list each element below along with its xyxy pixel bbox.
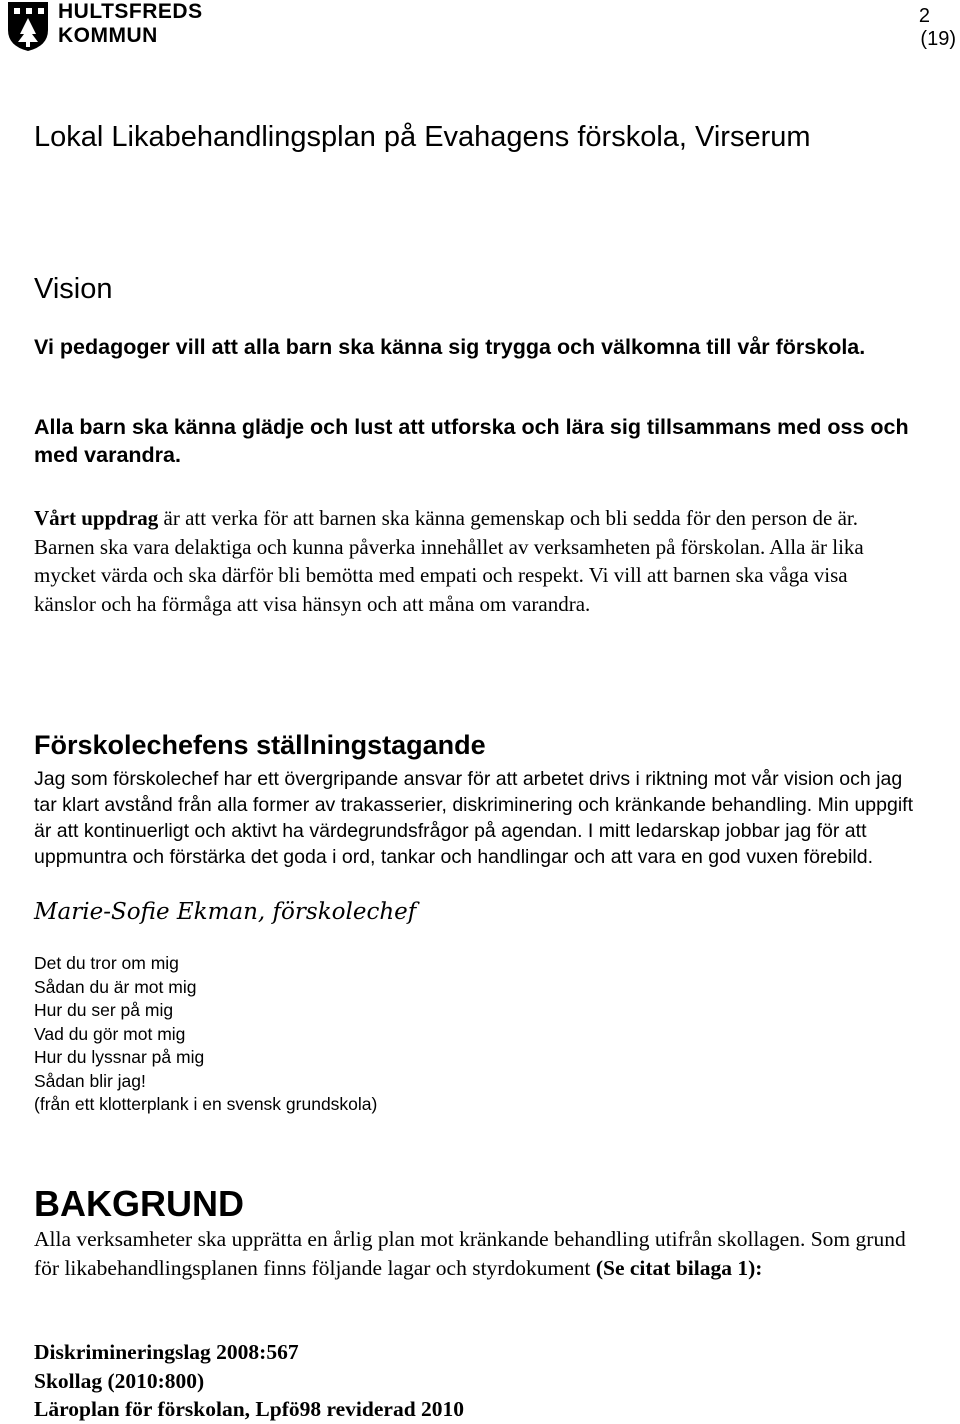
vision-statement-2: Alla barn ska känna glädje och lust att utforska och lära sig tillsammans med oss och med varandra. — [34, 415, 909, 467]
poem-line: Hur du lyssnar på mig — [34, 1047, 205, 1067]
coat-of-arms-icon — [6, 0, 50, 52]
poem-source: (från ett klotterplank i en svensk grundskola) — [34, 1094, 378, 1114]
law-item: Läroplan för förskolan, Lpfö98 reviderad 2010 — [34, 1397, 465, 1421]
logo-text-line1: HULTSFREDS — [58, 0, 203, 23]
bakgrund-text: Alla verksamheter ska upprätta en årlig plan mot kränkande behandling utifrån skollagen. Som grund för likabehandlingsplanen finns följande lagar och styrdokument — [34, 1227, 906, 1280]
municipality-logo — [6, 0, 203, 52]
logo-text-line2: KOMMUN — [58, 24, 158, 47]
poem-line: Hur du ser på mig — [34, 1000, 174, 1020]
chef-statement: Jag som förskolechef har ett övergripande ansvar för att arbetet drivs i riktning mot vår vision och jag tar klart avstånd från alla former av trakasserier, diskriminering och kränkande behandling. Min uppgift är att kontinuerligt och aktivt ha värdegrundsfrågor på agendan. I mitt ledarskap jobbar jag för att uppmuntra och förstärka det goda i ord, tankar och handlingar och att vara en god vuxen förebild. — [34, 768, 914, 868]
law-item: Skollag (2010:800) — [34, 1368, 205, 1393]
law-item: Diskrimineringslag 2008:567 — [34, 1340, 299, 1364]
page-total: (19) — [920, 28, 956, 50]
poem — [34, 952, 377, 1117]
page-number: 2 — [918, 5, 930, 27]
mission-paragraph — [34, 504, 914, 618]
vision-statement-1: Vi pedagoger vill att alla barn ska känna sig trygga och välkomna till vår förskola. — [34, 335, 866, 359]
bakgrund-paragraph — [34, 1225, 924, 1283]
vision-heading: Vision — [34, 273, 113, 305]
poem-line: Sådan blir jag! — [34, 1070, 146, 1091]
chef-heading: Förskolechefens ställningstagande — [34, 730, 486, 760]
poem-line: Sådan du är mot mig — [34, 976, 197, 997]
document-title: Lokal Likabehandlingsplan på Evahagens förskola, Virserum — [34, 121, 811, 153]
poem-line: Vad du gör mot mig — [34, 1023, 186, 1044]
signature: Marie-Sofie Ekman, förskolechef — [34, 899, 417, 925]
bakgrund-heading: BAKGRUND — [34, 1183, 244, 1224]
poem-line: Det du tror om mig — [34, 953, 179, 973]
law-list — [34, 1338, 464, 1424]
mission-lead: Vårt uppdrag — [34, 506, 159, 530]
bakgrund-citation: (Se citat bilaga 1): — [595, 1256, 763, 1280]
mission-text: är att verka för att barnen ska känna gemenskap och bli sedda för den person de är. Barnen ska vara delaktiga och kunna påverka innehållet av verksamheten på förskolan. Alla är lika mycket värda och ska därför bli bemötta med empati och respekt. Vi vill att barnen ska våga visa känslor och ha förmåga att visa hänsyn och att måna om varandra. — [34, 506, 864, 616]
